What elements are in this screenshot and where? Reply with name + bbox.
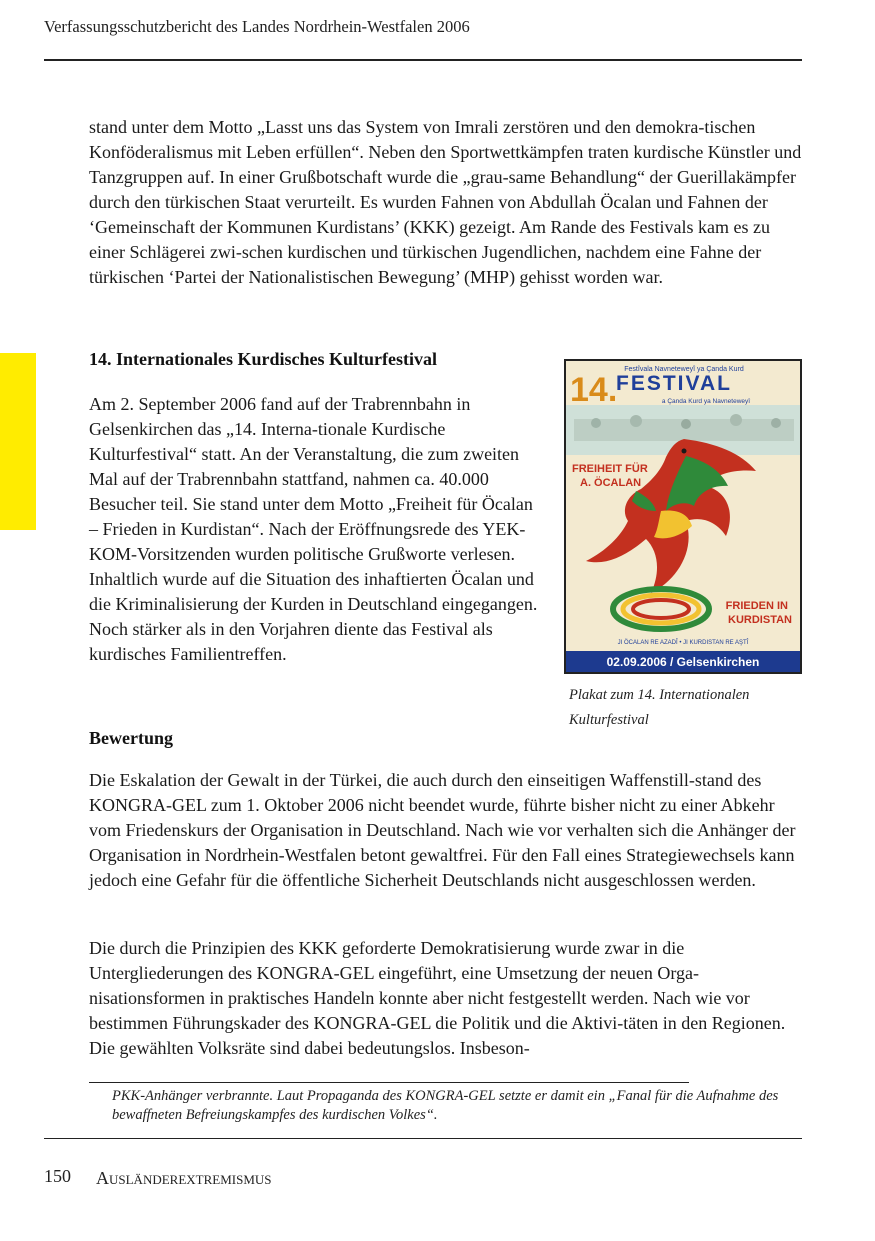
poster-top-line: Festîvala Navneteweyî ya Çanda Kurd <box>624 366 744 373</box>
assessment-paragraph-2: Die durch die Prinzipien des KKK geforderte Demokratisierung wurde zwar in die Untergliederungen des KONGRA-GEL eingeführt, eine Umsetzung der neuen Orga-nisationsformen in praktisches Handeln konnte aber nicht festgestellt werden. Nach wie vor bestimmen Führungskader des KONGRA-GEL die Politik und die Aktivi-täten in den Regionen. Die gewählten Volksräte sind dabei bedeutungslos. Insbeson- <box>89 938 786 1058</box>
running-header: Verfassungsschutzbericht des Landes Nordrhein-Westfalen 2006 <box>44 17 470 36</box>
poster-right-slogan-2: KURDISTAN <box>728 614 792 626</box>
section-name: Ausländerextremismus <box>96 1168 272 1188</box>
poster-left-slogan-1: FREIHEIT FÜR <box>572 463 648 475</box>
poster-title: FESTIVAL <box>616 372 732 395</box>
poster-caption: Plakat zum 14. Internationalen Kulturfestival <box>569 687 750 728</box>
poster-left-slogan-2: A. ÖCALAN <box>580 477 642 489</box>
footnote: PKK-Anhänger verbrannte. Laut Propaganda des KONGRA-GEL setzte er damit ein „Fanal für die Aufnahme des bewaffneten Befreiungskampfes des kurdischen Volkes“. <box>112 1088 779 1123</box>
assessment-heading: Bewertung <box>89 728 173 748</box>
poster-number: 14. <box>570 371 618 409</box>
footnote-rule <box>89 1082 689 1083</box>
festival-heading: 14. Internationales Kurdisches Kulturfestival <box>89 349 438 369</box>
assessment-paragraph-1: Die Eskalation der Gewalt in der Türkei, die auch durch den einseitigen Waffenstill-stand des KONGRA-GEL zum 1. Oktober 2006 nicht beendet wurde, führte bisher nicht zu einer Abkehr vom Friedenskurs der Organisation in Deutschland. Nach wie vor verhalten sich die Anhänger der Organisation in Nordrhein-Westfalen betont gewaltfrei. Für den Fall eines Strategiewechsels kann jedoch eine Gefahr für die öffentliche Sicherheit Deutschlands nicht ausgeschlossen werden. <box>89 770 796 890</box>
footer-rule <box>44 1138 802 1139</box>
section-marker <box>0 353 36 530</box>
poster-small-line: JI ÖCALAN RE AZADÎ • JI KURDISTAN RE AŞTÎ <box>617 640 749 646</box>
festival-paragraph: Am 2. September 2006 fand auf der Trabrennbahn in Gelsenkirchen das „14. Interna-tionale Kurdische Kulturfestival“ statt. An der Veranstaltung, die zum zweiten Mal auf der Trabrennbahn stattfand, nahmen ca. 40.000 Besucher teil. Sie stand unter dem Motto „Freiheit für Öcalan – Frieden in Kurdistan“. Nach der Eröffnungsrede des YEK-KOM-Vorsitzenden wurden politische Grußworte verlesen. Inhaltlich wurde auf die Situation des inhaftierten Öcalan und die Kriminalisierung der Kurden in Deutschland eingegangen. Noch stärker als in den Vorjahren diente das Festival als kurdisches Familientreffen. <box>89 394 538 664</box>
poster-right-slogan-1: FRIEDEN IN <box>725 600 788 612</box>
festival-poster <box>564 359 802 674</box>
poster-sub-line: a Çanda Kurd ya Navneteweyî <box>661 398 751 405</box>
intro-paragraph: stand unter dem Motto „Lasst uns das System von Imrali zerstören und den demokra-tischen Konföderalismus mit Leben erfüllen“. Neben den Sportwettkämpfen traten kurdische Künstler und Tanzgruppen auf. In einer Grußbotschaft wurde die „grau-same Behandlung“ der Guerillakämpfer durch den türkischen Staat verurteilt. Es wurden Fahnen von Abdullah Öcalan und Fahnen der ‘Gemeinschaft der Kommunen Kurdistans’ (KKK) gezeigt. Am Rande des Festivals kam es zu einer Schlägerei zwi-schen kurdischen und türkischen Jugendlichen, nachdem eine Fahne der türkischen ‘Partei der Nationalistischen Bewegung’ (MHP) gehisst worden war. <box>89 117 802 287</box>
header-rule <box>44 59 802 61</box>
page-number: 150 <box>44 1166 71 1186</box>
poster-date: 02.09.2006 / Gelsenkirchen <box>606 655 760 669</box>
